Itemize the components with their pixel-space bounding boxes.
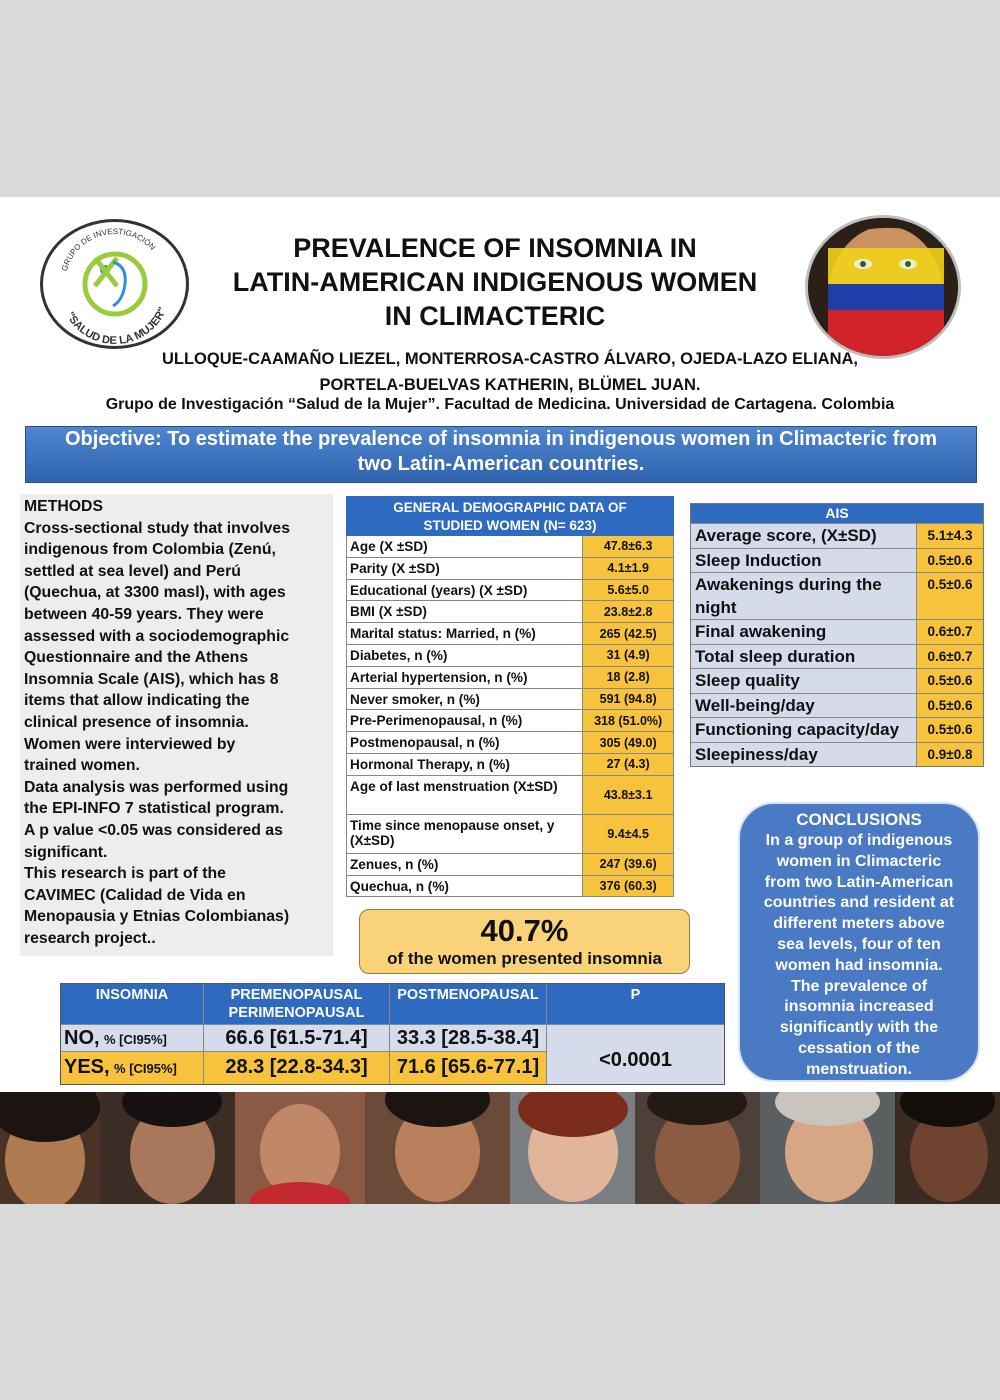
methods-line: CAVIMEC (Calidad de Vida en [24, 886, 246, 904]
ais-label: Sleep quality [691, 669, 916, 693]
title-line-2: LATIN-AMERICAN INDIGENOUS WOMEN [232, 267, 758, 297]
ais-row [691, 644, 983, 669]
demographic-label: Zenues, n (%) [346, 854, 583, 875]
ais-table [690, 503, 984, 767]
demographic-row [346, 854, 674, 876]
demographic-value: 23.8±2.8 [583, 601, 674, 622]
demographic-rows [346, 536, 674, 897]
row-yes-text: YES, [64, 1056, 110, 1078]
demographic-row [346, 776, 674, 815]
methods-line: Data analysis was performed using [24, 778, 289, 796]
header-postmenopausal: POSTMENOPAUSAL [390, 984, 547, 1024]
demographic-value: 4.1±1.9 [583, 558, 674, 579]
header-pre-line-1: PREMENOPAUSAL [230, 987, 363, 1003]
ais-label: Awakenings during the night [691, 573, 916, 619]
ais-row [691, 523, 983, 548]
demographic-row [346, 667, 674, 689]
demographic-value: 376 (60.3) [583, 876, 674, 897]
row-yes-label [61, 1051, 204, 1084]
research-group-logo [40, 219, 189, 349]
demographic-value: 43.8±3.1 [583, 776, 674, 814]
methods-line: Questionnaire and the Athens [24, 649, 249, 667]
demographic-label: Age (X ±SD) [346, 536, 583, 557]
demographic-value: 247 (39.6) [583, 854, 674, 875]
demographic-value: 9.4±4.5 [583, 815, 674, 853]
prevalence-percent: 40.7% [480, 913, 569, 948]
ais-row [691, 572, 983, 619]
demographic-label: Educational (years) (X ±SD) [346, 580, 583, 601]
methods-line: trained women. [24, 757, 140, 775]
insomnia-prevalence-highlight [359, 909, 690, 974]
header-insomnia: INSOMNIA [61, 984, 204, 1024]
methods-line: Menopausia y Etnias Colombianas) [24, 908, 290, 926]
demographic-row [346, 580, 674, 602]
ais-value: 0.6±0.7 [916, 645, 983, 669]
objective-banner [25, 426, 977, 483]
demographic-header-line-1: GENERAL DEMOGRAPHIC DATA OF [393, 500, 627, 515]
conclusions-line: insomnia increased [784, 998, 934, 1016]
poster [0, 197, 1000, 1204]
demographic-label: Time since menopause onset, y (X±SD) [346, 815, 583, 853]
photo-woman-1 [0, 1092, 100, 1204]
ais-row [691, 548, 983, 573]
methods-line: settled at sea level) and Perú [24, 562, 241, 580]
conclusions-line: cessation of the [798, 1039, 920, 1057]
demographic-value: 47.8±6.3 [583, 536, 674, 557]
demographic-row [346, 536, 674, 558]
conclusions-line: menstruation. [806, 1060, 912, 1078]
methods-line: Women were interviewed by [24, 735, 236, 753]
ais-value: 0.6±0.7 [916, 620, 983, 644]
methods-line: indigenous from Colombia (Zenú, [24, 541, 276, 559]
demographic-row [346, 732, 674, 754]
poster-title [205, 231, 785, 333]
ais-label: Final awakening [691, 620, 916, 644]
demographic-value: 18 (2.8) [583, 667, 674, 688]
demographic-label: Parity (X ±SD) [346, 558, 583, 579]
row-yes-unit: % [CI95%] [114, 1061, 177, 1076]
conclusions-line: women had insomnia. [775, 956, 943, 974]
demographic-label: Marital status: Married, n (%) [346, 623, 583, 644]
methods-line: items that allow indicating the [24, 692, 250, 710]
demographic-label: Arterial hypertension, n (%) [346, 667, 583, 688]
ais-value: 0.5±0.6 [916, 669, 983, 693]
demographic-label: Never smoker, n (%) [346, 689, 583, 710]
demographic-row [346, 558, 674, 580]
conclusions-line: from two Latin-American [764, 873, 954, 891]
ais-value: 0.5±0.6 [916, 573, 983, 619]
flag-painted-face-image [805, 215, 961, 359]
conclusions-text [740, 831, 978, 1081]
methods-line: clinical presence of insomnia. [24, 713, 249, 731]
demographic-label: Pre-Perimenopausal, n (%) [346, 710, 583, 731]
ais-value: 0.5±0.6 [916, 718, 983, 742]
demographic-header-line-2: STUDIED WOMEN (N= 623) [423, 518, 597, 533]
demographic-label: Diabetes, n (%) [346, 645, 583, 666]
ais-label: Sleep Induction [691, 549, 916, 573]
yes-postmenopausal-value: 71.6 [65.6-77.1] [390, 1051, 547, 1084]
demographic-row [346, 710, 674, 732]
ais-label: Average score, (X±SD) [691, 524, 916, 548]
ais-value: 0.9±0.8 [916, 743, 983, 767]
row-no-label [61, 1024, 204, 1051]
demographic-value: 265 (42.5) [583, 623, 674, 644]
women-photo-strip [0, 1092, 1000, 1204]
methods-line: (Quechua, at 3300 masl), with ages [24, 584, 286, 602]
demographic-label: Hormonal Therapy, n (%) [346, 754, 583, 775]
demographic-row [346, 645, 674, 667]
demographic-value: 591 (94.8) [583, 689, 674, 710]
prevalence-caption: of the women presented insomnia [387, 949, 662, 968]
conclusions-title: CONCLUSIONS [796, 810, 922, 829]
methods-line: between 40-59 years. They were [24, 605, 264, 623]
ais-table-header: AIS [691, 504, 983, 523]
title-line-1: PREVALENCE OF INSOMNIA IN [293, 233, 697, 263]
row-no-text: NO, [64, 1027, 100, 1049]
yes-premenopausal-value: 28.3 [22.8-34.3] [204, 1051, 390, 1084]
conclusions-line: The prevalence of [790, 977, 928, 995]
header-pre-line-2: PERIMENOPAUSAL [228, 1005, 365, 1021]
demographic-label: Quechua, n (%) [346, 876, 583, 897]
demographic-row [346, 754, 674, 776]
methods-line: A p value <0.05 was considered as [24, 821, 283, 839]
conclusions-line: countries and resident at [763, 894, 955, 912]
ais-value: 0.5±0.6 [916, 549, 983, 573]
methods-section [20, 494, 333, 956]
ais-label: Total sleep duration [691, 645, 916, 669]
ais-value: 0.5±0.6 [916, 694, 983, 718]
no-postmenopausal-value: 33.3 [28.5-38.4] [390, 1024, 547, 1051]
conclusions-line: In a group of indigenous [765, 832, 953, 849]
methods-line: the EPI-INFO 7 statistical program. [24, 800, 284, 818]
methods-line: Insomnia Scale (AIS), which has 8 [24, 670, 279, 688]
conclusions-box [738, 802, 980, 1082]
logo-arc-bottom: "SALUD DE LA MUJER" [63, 305, 169, 346]
photo-woman-5 [510, 1092, 635, 1204]
demographic-label: BMI (X ±SD) [346, 601, 583, 622]
title-line-3: IN CLIMACTERIC [384, 301, 606, 331]
logo-emblem-icon [43, 222, 186, 346]
logo-arc-top: GRUPO DE INVESTIGACIÓN [59, 226, 158, 273]
ais-label: Functioning capacity/day [691, 718, 916, 742]
methods-heading: METHODS [24, 498, 103, 515]
demographic-row [346, 876, 674, 898]
photo-woman-4 [365, 1092, 510, 1204]
conclusions-line: sea levels, four of ten [777, 935, 941, 953]
objective-line-2: two Latin-American countries. [357, 453, 645, 475]
methods-line: assessed with a sociodemographic [24, 627, 290, 645]
ais-row [691, 693, 983, 718]
ais-rows [691, 523, 983, 766]
header-p: P [547, 984, 724, 1024]
methods-line: Cross-sectional study that involves [24, 519, 290, 537]
demographic-row [346, 689, 674, 711]
insomnia-table [60, 983, 725, 1085]
no-premenopausal-value: 66.6 [61.5-71.4] [204, 1024, 390, 1051]
demographic-value: 318 (51.0%) [583, 710, 674, 731]
photo-woman-2 [100, 1092, 235, 1204]
ais-value: 5.1±4.3 [916, 524, 983, 548]
authors-line-2: PORTELA-BUELVAS KATHERIN, BLÜMEL JUAN. [319, 376, 701, 394]
demographic-value: 305 (49.0) [583, 732, 674, 753]
demographic-label: Age of last menstruation (X±SD) [346, 776, 583, 814]
demographic-table [346, 496, 674, 897]
objective-line-1: Objective: To estimate the prevalence of insomnia in indigenous women in Climacteric from [64, 428, 938, 450]
authors [90, 346, 930, 398]
conclusions-line: significantly with the [779, 1019, 939, 1037]
ais-row [691, 619, 983, 644]
header-premenopausal [204, 984, 390, 1024]
p-value: <0.0001 [547, 1024, 724, 1084]
demographic-row [346, 815, 674, 854]
conclusions-line: different meters above [773, 915, 945, 933]
ais-row [691, 742, 983, 767]
demographic-value: 27 (4.3) [583, 754, 674, 775]
demographic-row [346, 623, 674, 645]
demographic-label: Postmenopausal, n (%) [346, 732, 583, 753]
demographic-value: 31 (4.9) [583, 645, 674, 666]
methods-line: significant. [24, 843, 108, 861]
demographic-value: 5.6±5.0 [583, 580, 674, 601]
photo-woman-6 [635, 1092, 760, 1204]
row-no-unit: % [CI95%] [104, 1032, 167, 1047]
demographic-table-header [346, 496, 674, 536]
methods-line: This research is part of the [24, 865, 226, 883]
ais-row [691, 717, 983, 742]
methods-text [24, 496, 334, 949]
authors-line-1: ULLOQUE-CAAMAÑO LIEZEL, MONTERROSA-CASTRO ÁLVARO, OJEDA-LAZO ELIANA, [161, 350, 859, 368]
demographic-row [346, 601, 674, 623]
photo-woman-8 [895, 1092, 1000, 1204]
photo-woman-3 [235, 1092, 365, 1204]
photo-woman-7 [760, 1092, 895, 1204]
methods-line: research project.. [24, 929, 156, 947]
conclusions-line: women in Climacteric [776, 852, 942, 870]
affiliation: Grupo de Investigación “Salud de la Mujer”. Facultad de Medicina. Universidad de Cartagena. Colombia [105, 396, 895, 413]
ais-label: Sleepiness/day [691, 743, 916, 767]
ais-row [691, 668, 983, 693]
ais-label: Well-being/day [691, 694, 916, 718]
